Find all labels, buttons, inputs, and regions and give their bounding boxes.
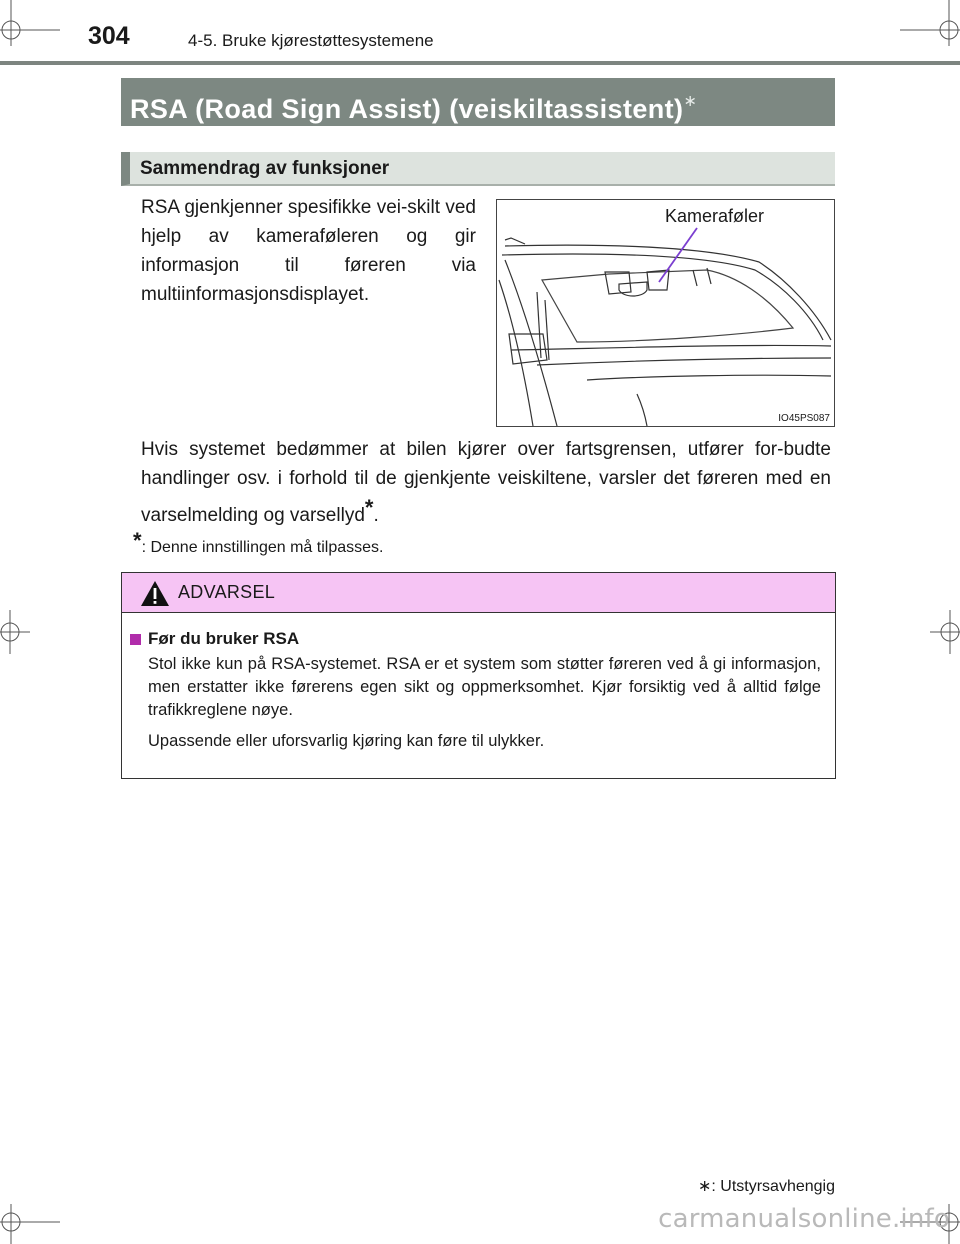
warning-label: ADVARSEL	[178, 582, 276, 602]
figure-code: IO45PS087	[778, 413, 830, 424]
windshield-figure	[496, 199, 835, 427]
warning-heading-text: Før du bruker RSA	[148, 629, 300, 648]
footnote	[133, 528, 383, 557]
crop-mark-mid-right	[930, 600, 960, 660]
section-title: RSA (Road Sign Assist) (veiskiltassistent)	[130, 94, 684, 124]
section-label: 4-5. Bruke kjørestøttesystemene	[188, 31, 434, 50]
warning-header	[122, 573, 835, 613]
watermark: carmanualsonline.info	[658, 1204, 950, 1234]
footnote-marker: *	[133, 528, 142, 553]
body-end: .	[373, 505, 379, 526]
body-paragraph	[141, 435, 831, 530]
header-rule	[0, 61, 960, 65]
section-title-banner	[121, 78, 835, 126]
crop-mark-mid-left	[0, 600, 30, 660]
warning-paragraph: Upassende eller uforsvarlig kjøring kan føre til ulykker.	[148, 732, 545, 750]
warning-heading	[130, 629, 821, 649]
intro-paragraph: RSA gjenkjenner spesifikke vei-skilt ved hjelp av kameraføleren og gir informasjon til føreren via multiinformasjonsdisplayet.	[141, 197, 476, 305]
equipment-note: ∗: Utstyrsavhengig	[697, 1178, 835, 1195]
customization-marker: *	[364, 495, 374, 520]
body-text: Hvis systemet bedømmer at bilen kjører over fartsgrensen, utfører for-budte handlinger osv. i forhold til de gjenkjente veiskiltene, varsler det føreren med en varselmelding og varsellyd	[141, 439, 831, 526]
windshield-illustration	[497, 200, 835, 427]
warning-triangle-icon	[140, 580, 170, 607]
square-bullet-icon	[130, 634, 141, 645]
equipment-marker: ∗	[683, 93, 698, 110]
camera-sensor-label: Kameraføler	[665, 206, 765, 226]
warning-body	[122, 613, 835, 753]
crop-mark-top-left	[0, 0, 60, 60]
footnote-text: : Denne innstillingen må tilpasses.	[141, 539, 384, 556]
subsection-banner: Sammendrag av funksjoner	[121, 152, 835, 186]
page-number: 304	[88, 22, 130, 50]
crop-mark-top-right	[900, 0, 960, 60]
callout-leader-line	[659, 228, 697, 282]
warning-box	[121, 572, 836, 779]
crop-mark-bottom-left	[0, 1190, 60, 1244]
warning-paragraph: Stol ikke kun på RSA-systemet. RSA er et system som støtter føreren ved å gi informasjon, men erstatter ikke førerens egen sikt og oppmerksomhet. Kjør forsiktig ved å alltid følge trafikkreglene nøye.	[148, 655, 821, 719]
